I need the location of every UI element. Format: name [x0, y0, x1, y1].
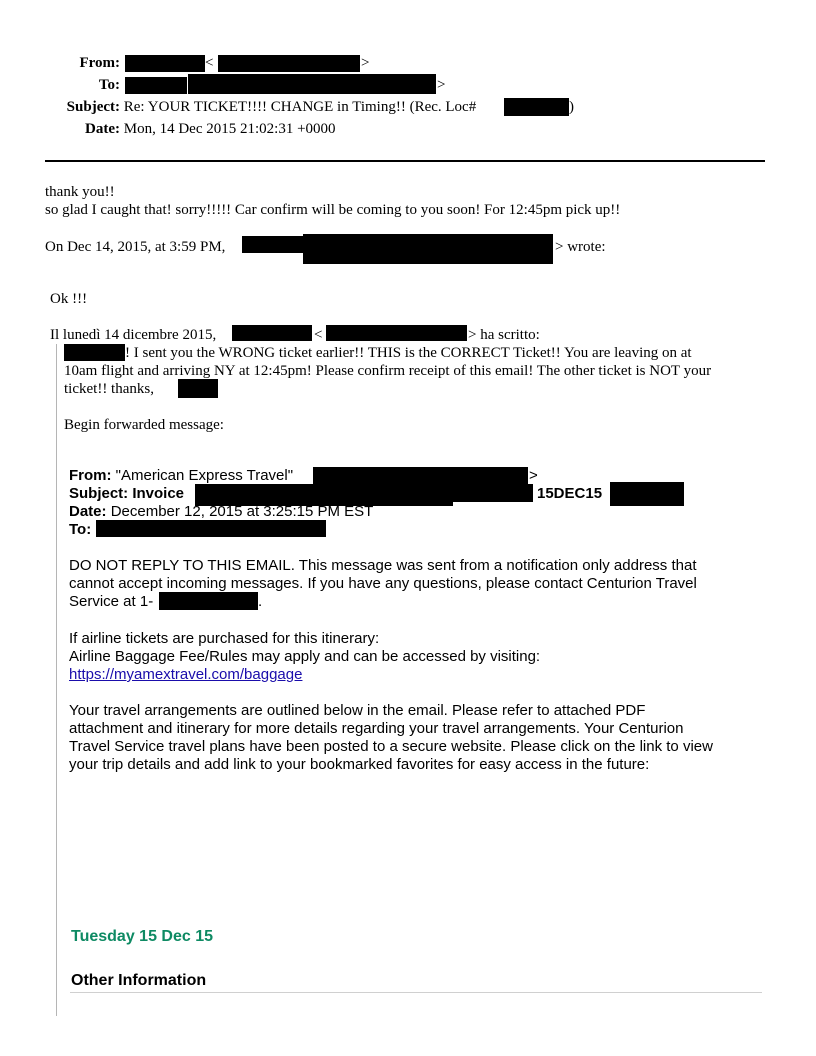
fwd-from-label: From:	[69, 467, 112, 484]
quote-intro: On Dec 14, 2015, at 3:59 PM,	[45, 239, 226, 255]
p1-line-2: cannot accept incoming messages. If you have any questions, please contact Centurion Travel	[69, 575, 697, 592]
msg-line-3: ticket!! thanks,	[64, 381, 154, 397]
ok-line: Ok !!!	[50, 291, 88, 307]
p3-line-1: Your travel arrangements are outlined below in the email. Please refer to attached PDF	[69, 702, 646, 719]
fwd-subject-label: Subject: Invoice	[69, 485, 185, 502]
from-row	[60, 54, 120, 72]
p1-line-3: Service at 1-	[69, 593, 154, 610]
fwd-from-row	[69, 467, 293, 485]
p3-line-2: attachment and itinerary for more details regarding your travel arrangements. Your Centurion	[69, 720, 684, 737]
baggage-link[interactable]: https://myamextravel.com/baggage	[69, 666, 303, 683]
body-line-1: thank you!!	[45, 184, 115, 200]
date-label: Date:	[85, 121, 120, 137]
from-label: From:	[79, 55, 120, 71]
begin-forwarded: Begin forwarded message:	[64, 417, 224, 433]
redaction-from-email	[218, 55, 360, 72]
redaction-fwd-from	[313, 467, 528, 484]
angle-close: >	[529, 467, 538, 484]
subject-row	[60, 98, 476, 116]
p2-line-2: Airline Baggage Fee/Rules may apply and can be accessed by visiting:	[69, 648, 541, 665]
subject-value: Re: YOUR TICKET!!!! CHANGE in Timing!! (Rec. Loc#	[123, 99, 477, 115]
date-value: Mon, 14 Dec 2015 21:02:31 +0000	[123, 121, 336, 137]
redaction-it-email	[326, 325, 467, 341]
quote-bar	[56, 344, 57, 1016]
redaction-it-name	[232, 325, 312, 341]
italian-intro: Il lunedì 14 dicembre 2015,	[50, 327, 217, 343]
p3-line-4: your trip details and add link to your bookmarked favorites for easy access in the future:	[69, 756, 650, 773]
msg-line-1: ! I sent you the WRONG ticket earlier!! THIS is the CORRECT Ticket!! You are leaving on at	[125, 345, 692, 361]
redaction-to-email	[188, 74, 436, 94]
redaction-fwd-subject-2	[453, 484, 533, 502]
to-row	[60, 76, 120, 94]
angle-open: <	[314, 327, 323, 343]
redaction-recipient-name	[64, 344, 125, 361]
header-divider	[45, 160, 765, 162]
body-line-2: so glad I caught that! sorry!!!!! Car confirm will be coming to you soon! For 12:45pm pick up!!	[45, 202, 621, 218]
italian-suffix: > ha scritto:	[468, 327, 540, 343]
p2-line-1: If airline tickets are purchased for this itinerary:	[69, 630, 380, 647]
date-row	[60, 120, 336, 138]
msg-line-2: 10am flight and arriving NY at 12:45pm! Please confirm receipt of this email! The other ticket is NOT your	[64, 363, 712, 379]
fwd-to-label: To:	[69, 521, 92, 538]
quote-wrote: > wrote:	[555, 239, 606, 255]
redaction-rec-loc	[504, 98, 569, 116]
fwd-to-row	[69, 521, 91, 539]
section-divider	[70, 992, 762, 993]
angle-open: <	[205, 55, 214, 71]
to-label: To:	[98, 77, 120, 93]
paren-close: )	[569, 99, 574, 115]
fwd-subject-suffix-text: 15DEC15	[537, 485, 603, 502]
redaction-to-name	[125, 77, 187, 94]
redaction-from-name	[125, 55, 205, 72]
subject-label: Subject:	[66, 99, 120, 115]
period: .	[258, 593, 263, 610]
redaction-fwd-to	[96, 520, 326, 537]
redaction-quote-email	[303, 234, 553, 264]
fwd-date-value: December 12, 2015 at 3:25:15 PM EST	[110, 503, 374, 520]
p3-line-3: Travel Service travel plans have been posted to a secure website. Please click on the link to view	[69, 738, 713, 755]
fwd-date-row	[69, 503, 373, 521]
day-heading: Tuesday 15 Dec 15	[71, 928, 214, 945]
fwd-from-value: "American Express Travel"	[115, 467, 294, 484]
fwd-subject-row	[69, 485, 184, 503]
other-info-heading: Other Information	[71, 972, 207, 989]
redaction-phone	[159, 592, 258, 610]
redaction-signature	[178, 379, 218, 398]
redaction-fwd-subject-3	[610, 482, 684, 506]
angle-close: >	[361, 55, 370, 71]
redaction-quote-name	[242, 236, 303, 253]
fwd-date-label: Date:	[69, 503, 107, 520]
angle-close: >	[437, 77, 446, 93]
fwd-subject-suffix	[537, 485, 602, 503]
p1-line-1: DO NOT REPLY TO THIS EMAIL. This message was sent from a notification only address that	[69, 557, 697, 574]
